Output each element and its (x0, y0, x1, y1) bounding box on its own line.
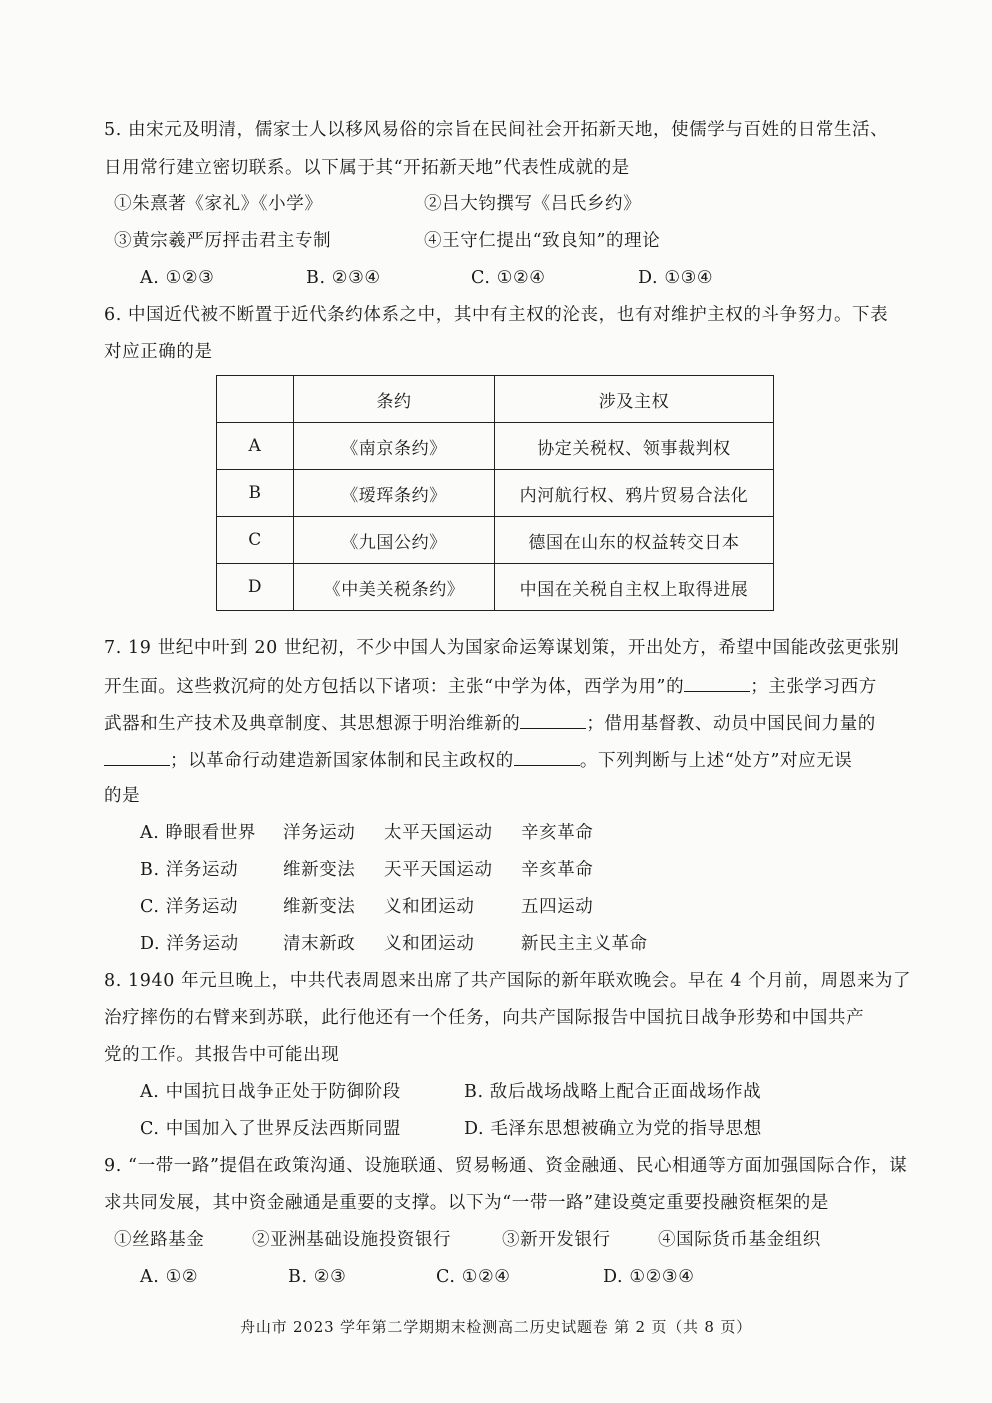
q8-option-b: B. 敌后战场战略上配合正面战场作战 (464, 1082, 762, 1102)
table-header-row (217, 376, 774, 423)
table-cell-option: D (217, 564, 294, 611)
q7-option-c-2: 维新变法 (283, 897, 356, 917)
table-cell-treaty: 《中美关税条约》 (294, 564, 495, 611)
table-cell-treaty: 《南京条约》 (294, 423, 495, 470)
table-cell-treaty: 《九国公约》 (294, 517, 495, 564)
q9-stem-line-1: 9. “一带一路”提倡在政策沟通、设施联通、贸易畅通、资金融通、民心相通等方面加强国际合作，谋 (104, 1156, 908, 1176)
page-footer: 舟山市 2023 学年第二学期期末检测高二历史试题卷 第 2 页（共 8 页） (240, 1318, 752, 1336)
table-header-cell: 条约 (294, 376, 495, 423)
answer-blank[interactable] (514, 747, 580, 766)
q5-stem-line-1: 5. 由宋元及明清，儒家士人以移风易俗的宗旨在民间社会开拓新天地，使儒学与百姓的日常生活、 (104, 120, 889, 140)
q7-option-d-1: D. 洋务运动 (140, 934, 239, 954)
q9-item-4: ④国际货币基金组织 (658, 1230, 821, 1250)
q9-item-2: ②亚洲基础设施投资银行 (252, 1230, 452, 1250)
table-cell-option: C (217, 517, 294, 564)
q7-option-b-2: 维新变法 (283, 860, 356, 880)
q9-option-c: C. ①②④ (436, 1267, 511, 1287)
q7-option-a-1: A. 睁眼看世界 (140, 823, 257, 843)
q7-stem-line-1: 7. 19 世纪中叶到 20 世纪初，不少中国人为国家命运筹谋划策，开出处方，希望中国能改弦更张别 (104, 638, 900, 658)
q7-stem-text: ；借用基督教、动员中国民间力量的 (586, 714, 876, 734)
q5-stem-line-2: 日用常行建立密切联系。以下属于其“开拓新天地”代表性成就的是 (104, 158, 630, 178)
table-cell-sovereignty: 内河航行权、鸦片贸易合法化 (495, 470, 774, 517)
q7-option-c-3: 义和团运动 (384, 897, 475, 917)
q7-option-b-1: B. 洋务运动 (140, 860, 239, 880)
q9-option-a: A. ①② (140, 1267, 199, 1287)
q8-stem-line-3: 党的工作。其报告中可能出现 (104, 1045, 340, 1065)
q9-item-3: ③新开发银行 (502, 1230, 611, 1250)
q7-stem-text: ；以革命行动建造新国家体制和民主政权的 (170, 751, 514, 771)
q7-stem-text: 开生面。这些救沉疴的处方包括以下诸项：主张“中学为体，西学为用”的 (104, 677, 685, 697)
q7-stem-text: 武器和生产技术及典章制度、其思想源于明治维新的 (104, 714, 521, 734)
q8-option-c: C. 中国加入了世界反法西斯同盟 (140, 1119, 401, 1139)
q9-option-d: D. ①②③④ (603, 1267, 695, 1287)
q5-option-b: B. ②③④ (306, 268, 381, 288)
table-row (217, 564, 774, 611)
q6-stem-line-2: 对应正确的是 (104, 342, 213, 362)
table-row (217, 470, 774, 517)
table-cell-sovereignty: 协定关税权、领事裁判权 (495, 423, 774, 470)
q7-option-d-2: 清末新政 (283, 934, 356, 954)
q9-stem-line-2: 求共同发展，其中资金融通是重要的支撑。以下为“一带一路”建设奠定重要投融资框架的是 (104, 1193, 829, 1213)
table-row (217, 517, 774, 564)
treaty-table (216, 375, 774, 611)
q7-option-c-4: 五四运动 (521, 897, 594, 917)
q7-stem-line-3 (104, 710, 876, 736)
q8-option-d: D. 毛泽东思想被确立为党的指导思想 (464, 1119, 762, 1139)
table-cell-option: A (217, 423, 294, 470)
q9-option-b: B. ②③ (288, 1267, 347, 1287)
q7-stem-line-4 (104, 747, 852, 773)
q6-stem-line-1: 6. 中国近代被不断置于近代条约体系之中，其中有主权的沦丧，也有对维护主权的斗争努力。下表 (104, 305, 889, 325)
table-cell-treaty: 《瑷珲条约》 (294, 470, 495, 517)
q5-item-4: ④王守仁提出“致良知”的理论 (424, 231, 661, 251)
table-header-cell (217, 376, 294, 423)
q5-option-c: C. ①②④ (471, 268, 546, 288)
q7-option-b-4: 辛亥革命 (521, 860, 594, 880)
answer-blank[interactable] (684, 673, 750, 692)
q5-option-a: A. ①②③ (140, 268, 215, 288)
q5-item-2: ②吕大钧撰写《吕氏乡约》 (424, 194, 642, 214)
q8-option-a: A. 中国抗日战争正处于防御阶段 (140, 1082, 401, 1102)
q7-stem-text: 。下列判断与上述“处方”对应无误 (579, 751, 853, 771)
table-header-cell: 涉及主权 (495, 376, 774, 423)
q7-option-a-4: 辛亥革命 (521, 823, 594, 843)
q7-option-b-3: 天平天国运动 (384, 860, 493, 880)
table-cell-sovereignty: 德国在山东的权益转交日本 (495, 517, 774, 564)
table-row (217, 423, 774, 470)
q7-option-a-3: 太平天国运动 (384, 823, 493, 843)
q7-stem-line-2 (104, 673, 877, 699)
q7-stem-text: ；主张学习西方 (750, 677, 877, 697)
table-cell-option: B (217, 470, 294, 517)
answer-blank[interactable] (104, 747, 170, 766)
q5-item-3: ③黄宗羲严厉抨击君主专制 (114, 231, 332, 251)
q7-option-d-3: 义和团运动 (384, 934, 475, 954)
q7-option-d-4: 新民主主义革命 (521, 934, 648, 954)
q5-item-1: ①朱熹著《家礼》《小学》 (114, 194, 323, 214)
table-cell-sovereignty: 中国在关税自主权上取得进展 (495, 564, 774, 611)
q7-option-a-2: 洋务运动 (283, 823, 356, 843)
q8-stem-line-1: 8. 1940 年元旦晚上，中共代表周恩来出席了共产国际的新年联欢晚会。早在 4 个月前，周恩来为了 (104, 971, 912, 991)
q8-stem-line-2: 治疗摔伤的右臂来到苏联，此行他还有一个任务，向共产国际报告中国抗日战争形势和中国共产 (104, 1008, 865, 1028)
q9-item-1: ①丝路基金 (114, 1230, 205, 1250)
q5-option-d: D. ①③④ (638, 268, 714, 288)
q7-stem-line-5: 的是 (104, 786, 141, 806)
q7-option-c-1: C. 洋务运动 (140, 897, 239, 917)
answer-blank[interactable] (520, 710, 586, 729)
